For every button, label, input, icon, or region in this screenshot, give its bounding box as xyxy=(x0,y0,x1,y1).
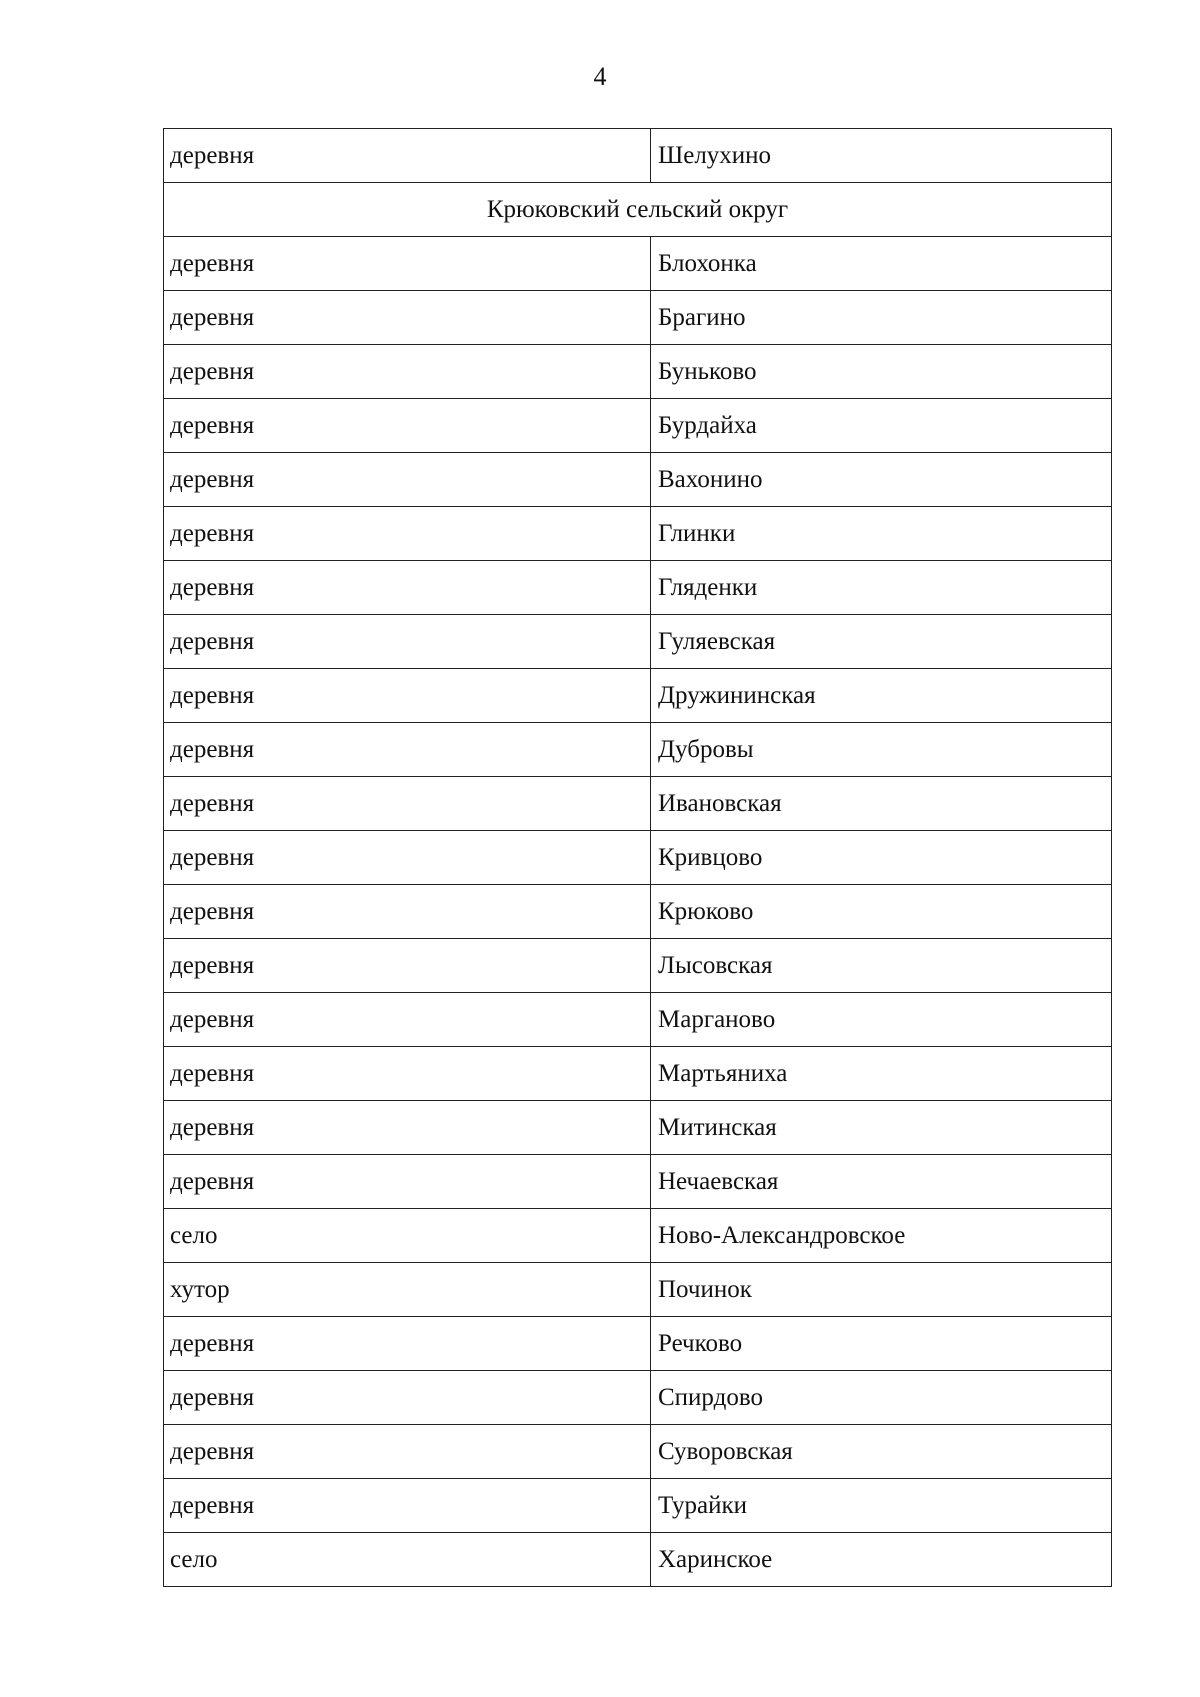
table-row xyxy=(164,1425,1112,1479)
settlement-name-cell: Бурдайха xyxy=(651,399,1112,453)
settlement-name-cell: Дубровы xyxy=(651,723,1112,777)
settlement-name-cell: Глинки xyxy=(651,507,1112,561)
table-row xyxy=(164,669,1112,723)
settlement-name-cell: Буньково xyxy=(651,345,1112,399)
settlement-name-cell: Ивановская xyxy=(651,777,1112,831)
table-row xyxy=(164,1533,1112,1587)
table-row xyxy=(164,939,1112,993)
settlement-type-cell: деревня xyxy=(164,399,651,453)
settlement-type-cell: деревня xyxy=(164,993,651,1047)
settlements-table-body xyxy=(164,129,1112,1587)
settlements-table xyxy=(163,128,1112,1587)
settlement-type-cell: деревня xyxy=(164,669,651,723)
settlement-type-cell: деревня xyxy=(164,345,651,399)
settlement-name-cell: Брагино xyxy=(651,291,1112,345)
settlement-name-cell: Харинское xyxy=(651,1533,1112,1587)
settlement-name-cell: Гуляевская xyxy=(651,615,1112,669)
settlement-name-cell: Суворовская xyxy=(651,1425,1112,1479)
section-header-row xyxy=(164,183,1112,237)
settlement-type-cell: деревня xyxy=(164,1155,651,1209)
settlement-type-cell: деревня xyxy=(164,723,651,777)
settlement-type-cell: деревня xyxy=(164,1047,651,1101)
settlement-name-cell: Марганово xyxy=(651,993,1112,1047)
table-row xyxy=(164,507,1112,561)
page-number: 4 xyxy=(593,62,607,91)
settlement-name-cell: Лысовская xyxy=(651,939,1112,993)
settlement-type-cell: деревня xyxy=(164,129,651,183)
table-row xyxy=(164,345,1112,399)
settlement-type-cell: село xyxy=(164,1209,651,1263)
settlement-type-cell: деревня xyxy=(164,1101,651,1155)
settlement-type-cell: хутор xyxy=(164,1263,651,1317)
settlement-name-cell: Митинская xyxy=(651,1101,1112,1155)
settlement-type-cell: деревня xyxy=(164,561,651,615)
settlement-type-cell: деревня xyxy=(164,1425,651,1479)
table-row xyxy=(164,237,1112,291)
table-row xyxy=(164,1263,1112,1317)
settlement-name-cell: Мартьяниха xyxy=(651,1047,1112,1101)
table-row xyxy=(164,831,1112,885)
settlement-name-cell: Блохонка xyxy=(651,237,1112,291)
settlement-type-cell: деревня xyxy=(164,291,651,345)
settlement-name-cell: Дружининская xyxy=(651,669,1112,723)
settlement-type-cell: деревня xyxy=(164,885,651,939)
table-row xyxy=(164,1101,1112,1155)
table-row xyxy=(164,129,1112,183)
settlement-type-cell: деревня xyxy=(164,777,651,831)
table-row xyxy=(164,993,1112,1047)
settlement-type-cell: деревня xyxy=(164,1371,651,1425)
settlement-name-cell: Шелухино xyxy=(651,129,1112,183)
table-row xyxy=(164,777,1112,831)
table-row xyxy=(164,1317,1112,1371)
settlement-type-cell: деревня xyxy=(164,507,651,561)
settlement-name-cell: Крюково xyxy=(651,885,1112,939)
table-row xyxy=(164,1155,1112,1209)
table-row xyxy=(164,561,1112,615)
settlement-name-cell: Починок xyxy=(651,1263,1112,1317)
settlement-type-cell: деревня xyxy=(164,831,651,885)
section-title: Крюковский сельский округ xyxy=(164,183,1112,237)
settlement-type-cell: деревня xyxy=(164,453,651,507)
table-row xyxy=(164,885,1112,939)
table-row xyxy=(164,1371,1112,1425)
settlement-name-cell: Речково xyxy=(651,1317,1112,1371)
table-row xyxy=(164,723,1112,777)
settlement-type-cell: село xyxy=(164,1533,651,1587)
settlement-name-cell: Вахонино xyxy=(651,453,1112,507)
settlement-type-cell: деревня xyxy=(164,615,651,669)
settlement-name-cell: Ново-Александровское xyxy=(651,1209,1112,1263)
settlement-name-cell: Нечаевская xyxy=(651,1155,1112,1209)
table-row xyxy=(164,399,1112,453)
settlement-name-cell: Спирдово xyxy=(651,1371,1112,1425)
table-row xyxy=(164,453,1112,507)
settlement-type-cell: деревня xyxy=(164,1479,651,1533)
table-row xyxy=(164,1479,1112,1533)
table-row xyxy=(164,1047,1112,1101)
settlement-type-cell: деревня xyxy=(164,1317,651,1371)
settlement-name-cell: Гляденки xyxy=(651,561,1112,615)
settlement-type-cell: деревня xyxy=(164,237,651,291)
table-row xyxy=(164,615,1112,669)
table-row xyxy=(164,291,1112,345)
settlement-type-cell: деревня xyxy=(164,939,651,993)
settlement-name-cell: Турайки xyxy=(651,1479,1112,1533)
settlement-name-cell: Кривцово xyxy=(651,831,1112,885)
table-row xyxy=(164,1209,1112,1263)
